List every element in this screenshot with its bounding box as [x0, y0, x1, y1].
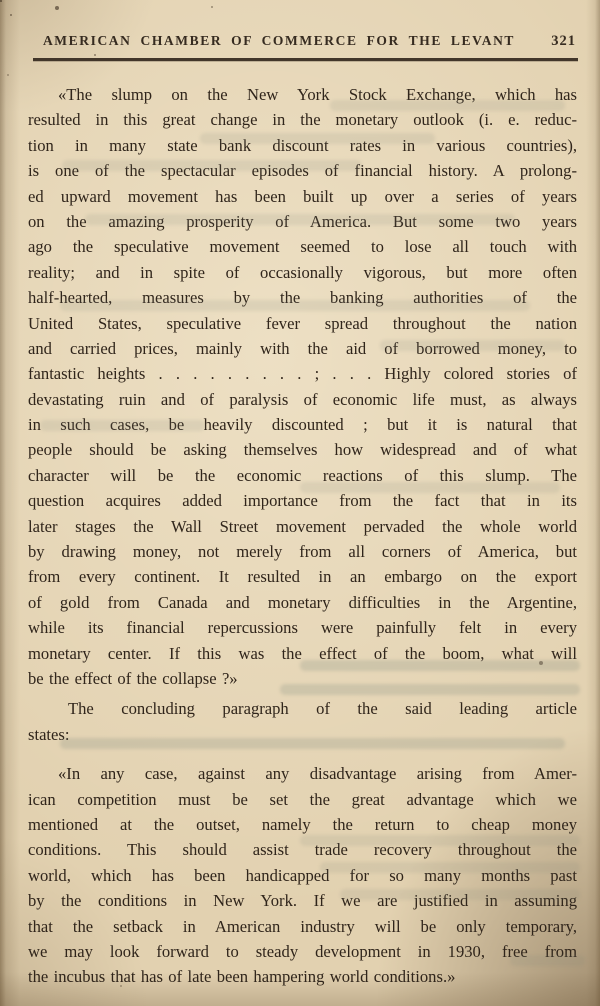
text-line: fantastic heights . . . . . . . . . ; . . . Highly colored stories of — [28, 364, 577, 384]
text-line: of gold from Canada and monetary difficulties in the Argentine, — [28, 592, 577, 612]
text-line: «In any case, against any disadvantage arising from Amer- — [58, 764, 577, 784]
text-line: resulted in this great change in the monetary outlook (i. e. reduc- — [28, 110, 577, 130]
text-line: devastating ruin and of paralysis of economic life must, as always — [28, 389, 577, 409]
text-line: by drawing money, not merely from all corners of America, but — [28, 542, 577, 562]
text-line: monetary center. If this was the effect of the boom, what will — [28, 643, 577, 663]
paragraph — [28, 696, 577, 747]
text-line: The concluding paragraph of the said leading article — [68, 699, 577, 719]
text-line: be the effect of the collapse ?» — [28, 668, 238, 688]
text-line: by the conditions in New York. If we are justified in assuming — [28, 891, 577, 911]
text-line: character will be the economic reactions of this slump. The — [28, 465, 577, 485]
text-line: tion in many state bank discount rates in various countries), — [28, 135, 577, 155]
page-number: 321 — [551, 33, 576, 49]
paragraph — [28, 82, 577, 691]
text-line: from every continent. It resulted in an embargo on the export — [28, 567, 577, 587]
text-block — [28, 82, 577, 990]
text-line: reality; and in spite of occasionally vigorous, but more often — [28, 262, 577, 282]
text-line: is one of the spectacular episodes of financial history. A prolong- — [28, 161, 577, 181]
text-line: that the setback in American industry will be only temporary, — [28, 916, 577, 936]
header-rule — [33, 58, 578, 61]
text-line: people should be asking themselves how widespread and of what — [28, 440, 577, 460]
text-line: ago the speculative movement seemed to lose all touch with — [28, 237, 577, 257]
text-line: «The slump on the New York Stock Exchange, which has — [58, 85, 577, 104]
text-line: states: — [28, 724, 70, 744]
text-line: world, which has been handicapped for so many months past — [28, 865, 577, 885]
paragraph — [28, 761, 577, 990]
text-line: on the amazing prosperity of America. But some two years — [28, 211, 577, 231]
page-header — [36, 33, 576, 50]
text-line: United States, speculative fever spread throughout the nation — [28, 313, 577, 333]
text-line: question acquires added importance from the fact that in its — [28, 491, 577, 511]
text-line: we may look forward to steady development in 1930, free from — [28, 941, 577, 961]
text-line: ed upward movement has been built up over a series of years — [28, 186, 577, 206]
text-line: while its financial repercussions were painfully felt in every — [28, 618, 577, 638]
text-line: in such cases, be heavily discounted ; but it is natural that — [28, 415, 577, 435]
text-line: conditions. This should assist trade recovery throughout the — [28, 840, 577, 860]
text-line: and carried prices, mainly with the aid of borrowed money, to — [28, 338, 577, 358]
text-line: ican competition must be set the great advantage which we — [28, 789, 577, 809]
text-line: the incubus that has of late been hampering world conditions.» — [28, 967, 456, 987]
text-line: later stages the Wall Street movement pervaded the whole world — [28, 516, 577, 536]
text-line: mentioned at the outset, namely the return to cheap money — [28, 814, 577, 834]
scan-specks — [0, 0, 2, 2]
running-title: AMERICAN CHAMBER OF COMMERCE FOR THE LEVANT — [42, 33, 516, 48]
text-line: half-hearted, measures by the banking authorities of the — [28, 288, 577, 308]
